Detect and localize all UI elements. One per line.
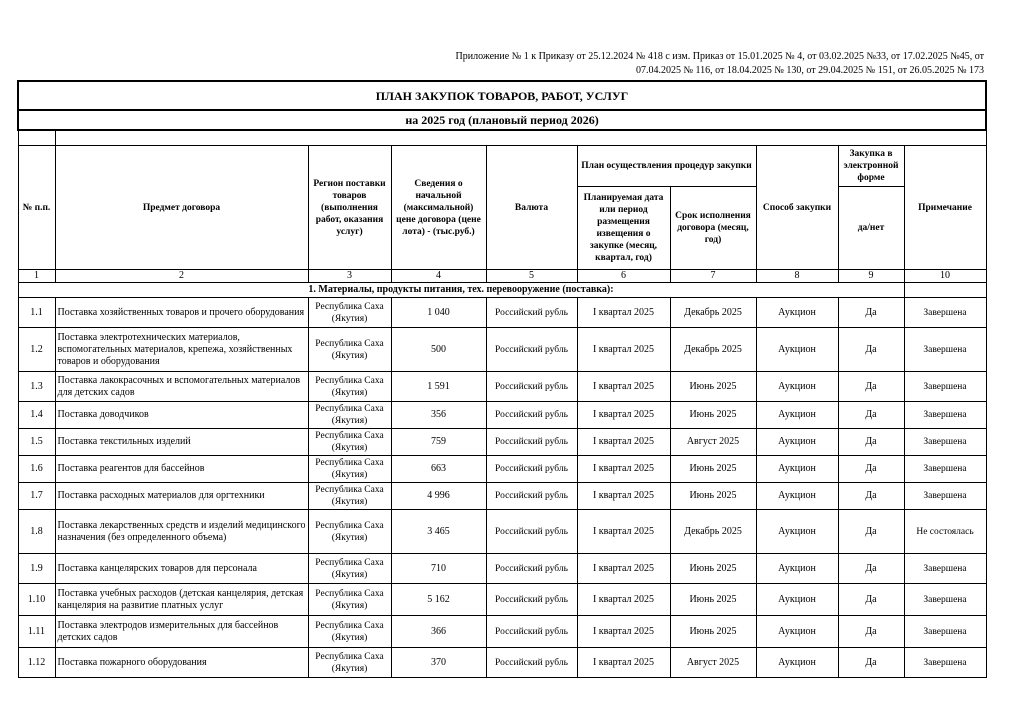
row-currency: Российский рубль	[486, 328, 577, 372]
row-method: Аукцион	[756, 429, 838, 456]
table-row	[18, 456, 986, 483]
spacer-cell	[55, 130, 986, 146]
col-number: 9	[838, 270, 904, 283]
row-method: Аукцион	[756, 648, 838, 678]
row-note: Завершена	[904, 584, 986, 616]
row-number: 1.2	[18, 328, 55, 372]
row-subject: Поставка хозяйственных товаров и прочего оборудования	[55, 298, 308, 328]
row-subject: Поставка реагентов для бассейнов	[55, 456, 308, 483]
row-number: 1.3	[18, 372, 55, 402]
row-electronic: Да	[838, 402, 904, 429]
row-method: Аукцион	[756, 328, 838, 372]
row-number: 1.7	[18, 483, 55, 510]
table-row	[18, 402, 986, 429]
row-plan-date: I квартал 2025	[577, 510, 670, 554]
row-plan-term: Декабрь 2025	[670, 328, 756, 372]
row-plan-date: I квартал 2025	[577, 429, 670, 456]
row-note: Завершена	[904, 372, 986, 402]
col-number: 5	[486, 270, 577, 283]
row-number: 1.4	[18, 402, 55, 429]
header-currency: Валюта	[486, 146, 577, 270]
table-row	[18, 584, 986, 616]
row-method: Аукцион	[756, 584, 838, 616]
row-note: Завершена	[904, 456, 986, 483]
header-method: Способ закупки	[756, 146, 838, 270]
row-subject: Поставка расходных материалов для оргтехники	[55, 483, 308, 510]
row-method: Аукцион	[756, 298, 838, 328]
row-region: Республика Саха (Якутия)	[308, 456, 391, 483]
row-region: Республика Саха (Якутия)	[308, 510, 391, 554]
row-currency: Российский рубль	[486, 483, 577, 510]
row-plan-term: Июнь 2025	[670, 372, 756, 402]
row-price: 366	[391, 616, 486, 648]
row-subject: Поставка канцелярских товаров для персонала	[55, 554, 308, 584]
row-plan-date: I квартал 2025	[577, 328, 670, 372]
procurement-plan-table	[17, 80, 987, 678]
row-plan-date: I квартал 2025	[577, 584, 670, 616]
row-electronic: Да	[838, 372, 904, 402]
row-region: Республика Саха (Якутия)	[308, 298, 391, 328]
row-method: Аукцион	[756, 456, 838, 483]
row-currency: Российский рубль	[486, 510, 577, 554]
row-price: 356	[391, 402, 486, 429]
row-plan-term: Декабрь 2025	[670, 510, 756, 554]
col-number: 2	[55, 270, 308, 283]
col-number: 10	[904, 270, 986, 283]
row-method: Аукцион	[756, 483, 838, 510]
row-plan-date: I квартал 2025	[577, 372, 670, 402]
row-plan-date: I квартал 2025	[577, 402, 670, 429]
row-electronic: Да	[838, 298, 904, 328]
row-number: 1.9	[18, 554, 55, 584]
row-note: Завершена	[904, 298, 986, 328]
table-row	[18, 372, 986, 402]
table-row	[18, 429, 986, 456]
row-currency: Российский рубль	[486, 429, 577, 456]
table-row	[18, 554, 986, 584]
row-electronic: Да	[838, 648, 904, 678]
row-number: 1.10	[18, 584, 55, 616]
row-number: 1.1	[18, 298, 55, 328]
row-number: 1.5	[18, 429, 55, 456]
row-region: Республика Саха (Якутия)	[308, 648, 391, 678]
row-note: Завершена	[904, 402, 986, 429]
row-method: Аукцион	[756, 510, 838, 554]
header-num: № п.п.	[18, 146, 55, 270]
column-number-row	[18, 270, 986, 283]
row-subject: Поставка доводчиков	[55, 402, 308, 429]
row-subject: Поставка учебных расходов (детская канцелярия, детская канцелярия на развитие платных услуг	[55, 584, 308, 616]
header-plan-date: Планируемая дата или период размещения извещения о закупке (месяц, квартал, год)	[577, 187, 670, 270]
row-note: Не состоялась	[904, 510, 986, 554]
table-row	[18, 483, 986, 510]
row-currency: Российский рубль	[486, 298, 577, 328]
row-plan-date: I квартал 2025	[577, 298, 670, 328]
row-plan-term: Июнь 2025	[670, 456, 756, 483]
row-plan-date: I квартал 2025	[577, 616, 670, 648]
row-region: Республика Саха (Якутия)	[308, 372, 391, 402]
row-plan-date: I квартал 2025	[577, 483, 670, 510]
col-number: 1	[18, 270, 55, 283]
row-plan-term: Август 2025	[670, 429, 756, 456]
row-plan-term: Июнь 2025	[670, 584, 756, 616]
row-currency: Российский рубль	[486, 554, 577, 584]
row-note: Завершена	[904, 616, 986, 648]
row-number: 1.11	[18, 616, 55, 648]
header-electronic: Закупка в электронной форме	[838, 146, 904, 187]
row-price: 710	[391, 554, 486, 584]
row-note: Завершена	[904, 429, 986, 456]
row-currency: Российский рубль	[486, 456, 577, 483]
row-plan-term: Июнь 2025	[670, 616, 756, 648]
row-price: 1 591	[391, 372, 486, 402]
row-currency: Российский рубль	[486, 584, 577, 616]
row-plan-date: I квартал 2025	[577, 456, 670, 483]
page-title: ПЛАН ЗАКУПОК ТОВАРОВ, РАБОТ, УСЛУГ	[18, 81, 986, 110]
row-price: 663	[391, 456, 486, 483]
row-region: Республика Саха (Якутия)	[308, 616, 391, 648]
appendix-line-2: 07.04.2025 № 116, от 18.04.2025 № 130, от 29.04.2025 № 151, от 26.05.2025 № 173	[635, 65, 984, 76]
row-price: 3 465	[391, 510, 486, 554]
row-method: Аукцион	[756, 372, 838, 402]
row-electronic: Да	[838, 554, 904, 584]
row-region: Республика Саха (Якутия)	[308, 402, 391, 429]
row-method: Аукцион	[756, 616, 838, 648]
col-number: 3	[308, 270, 391, 283]
row-region: Республика Саха (Якутия)	[308, 483, 391, 510]
row-plan-date: I квартал 2025	[577, 554, 670, 584]
row-region: Республика Саха (Якутия)	[308, 554, 391, 584]
row-price: 370	[391, 648, 486, 678]
header-subject: Предмет договора	[55, 146, 308, 270]
row-electronic: Да	[838, 429, 904, 456]
row-region: Республика Саха (Якутия)	[308, 429, 391, 456]
row-note: Завершена	[904, 328, 986, 372]
row-electronic: Да	[838, 328, 904, 372]
row-plan-date: I квартал 2025	[577, 648, 670, 678]
row-subject: Поставка лекарственных средств и изделий медицинского назначения (без определенного объема)	[55, 510, 308, 554]
row-subject: Поставка пожарного оборудования	[55, 648, 308, 678]
row-number: 1.8	[18, 510, 55, 554]
row-price: 759	[391, 429, 486, 456]
row-plan-term: Декабрь 2025	[670, 298, 756, 328]
row-currency: Российский рубль	[486, 648, 577, 678]
table-row	[18, 648, 986, 678]
row-currency: Российский рубль	[486, 616, 577, 648]
row-subject: Поставка текстильных изделий	[55, 429, 308, 456]
header-note: Примечание	[904, 146, 986, 270]
row-note: Завершена	[904, 554, 986, 584]
row-plan-term: Июнь 2025	[670, 402, 756, 429]
col-number: 4	[391, 270, 486, 283]
table-row	[18, 616, 986, 648]
row-region: Республика Саха (Якутия)	[308, 584, 391, 616]
header-plan-group: План осуществления процедур закупки	[577, 146, 756, 187]
table-row	[18, 328, 986, 372]
row-subject: Поставка электродов измерительных для бассейнов детских садов	[55, 616, 308, 648]
row-note: Завершена	[904, 483, 986, 510]
page-subtitle: на 2025 год (плановый период 2026)	[18, 110, 986, 130]
appendix-note	[300, 50, 984, 78]
row-number: 1.6	[18, 456, 55, 483]
table-row	[18, 510, 986, 554]
row-currency: Российский рубль	[486, 372, 577, 402]
header-price: Сведения о начальной (максимальной) цене договора (цене лота) - (тыс.руб.)	[391, 146, 486, 270]
row-method: Аукцион	[756, 554, 838, 584]
section-title: 1. Материалы, продукты питания, тех. перевооружение (поставка):	[18, 283, 904, 298]
row-price: 5 162	[391, 584, 486, 616]
row-plan-term: Июнь 2025	[670, 483, 756, 510]
col-number: 6	[577, 270, 670, 283]
col-number: 7	[670, 270, 756, 283]
spacer-cell	[18, 130, 55, 146]
row-electronic: Да	[838, 584, 904, 616]
row-price: 4 996	[391, 483, 486, 510]
row-currency: Российский рубль	[486, 402, 577, 429]
appendix-line-1: Приложение № 1 к Приказу от 25.12.2024 № 418 с изм. Приказ от 15.01.2025 № 4, от 03.02.2025 №33, от 17.02.2025 №45, от	[455, 51, 984, 62]
row-price: 500	[391, 328, 486, 372]
row-plan-term: Июнь 2025	[670, 554, 756, 584]
row-method: Аукцион	[756, 402, 838, 429]
row-electronic: Да	[838, 510, 904, 554]
row-region: Республика Саха (Якутия)	[308, 328, 391, 372]
section-note-cell	[904, 283, 986, 298]
row-electronic: Да	[838, 456, 904, 483]
row-plan-term: Август 2025	[670, 648, 756, 678]
row-number: 1.12	[18, 648, 55, 678]
col-number: 8	[756, 270, 838, 283]
table-row	[18, 298, 986, 328]
header-electronic-sub: да/нет	[838, 187, 904, 270]
row-electronic: Да	[838, 483, 904, 510]
header-region: Регион поставки товаров (выполнения работ, оказания услуг)	[308, 146, 391, 270]
row-price: 1 040	[391, 298, 486, 328]
row-note: Завершена	[904, 648, 986, 678]
header-plan-term: Срок исполнения договора (месяц, год)	[670, 187, 756, 270]
row-electronic: Да	[838, 616, 904, 648]
row-subject: Поставка электротехнических материалов, вспомогательных материалов, крепежа, хозяйственных товаров и оборудования	[55, 328, 308, 372]
row-subject: Поставка лакокрасочных и вспомогательных материалов для детских садов	[55, 372, 308, 402]
